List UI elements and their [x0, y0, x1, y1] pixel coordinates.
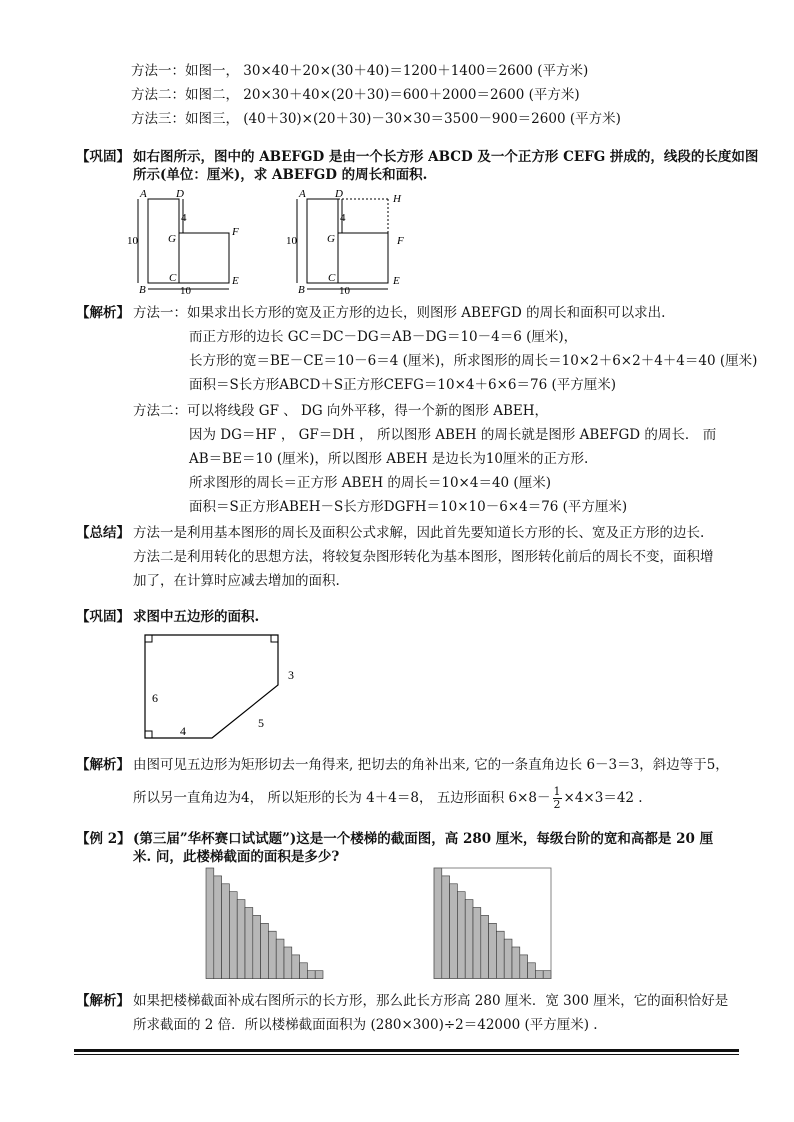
label-C: C	[169, 272, 177, 284]
example-tag-2: 【例 2】	[76, 831, 131, 847]
stair-column	[284, 947, 292, 979]
label-G: G	[168, 233, 176, 245]
consolidate-text-1b: 所示(单位：厘米)，求 ABEFGD 的周长和面积.	[133, 167, 428, 183]
analysis-tag-2: 【解析】	[76, 757, 130, 773]
analysis-tag-1: 【解析】	[76, 305, 130, 321]
stair-column	[315, 971, 323, 979]
figure-rectangle-square	[125, 185, 265, 295]
stair-column	[276, 939, 284, 979]
analysis-1-line-9: 面积＝S正方形ABEH－S长方形DGFH＝10×10－6×4＝76 (平方厘米)	[189, 499, 628, 515]
stair-column	[214, 876, 222, 979]
analysis-3-line-1: 如果把楼梯截面补成右图所示的长方形，那么此长方形高 280 厘米．宽 300 厘米，它的面积恰好是	[133, 993, 729, 1009]
stair-column	[535, 971, 543, 979]
stair-column	[489, 923, 497, 978]
stair-column	[222, 884, 230, 979]
square-CEFG	[338, 233, 388, 283]
label-6: 6	[152, 691, 158, 705]
label-5: 5	[258, 716, 264, 730]
label-F: F	[232, 226, 239, 238]
right-angle-mark	[145, 731, 152, 738]
label-H: H	[393, 193, 401, 205]
stair-column	[292, 955, 300, 979]
figure-staircase	[202, 866, 326, 984]
stair-column	[520, 955, 528, 979]
summary-line-2: 方法二是利用转化的思想方法，将较复杂图形转化为基本图形，图形转化前后的周长不变，面积增	[133, 549, 714, 565]
stair-column	[245, 908, 253, 979]
stair-column	[504, 939, 512, 979]
analysis-1-line-2: 而正方形的边长 GC＝DC－DG＝AB－DG＝10－4＝6 (厘米)，	[189, 329, 578, 345]
figure-pentagon	[140, 630, 310, 746]
stair-column	[300, 963, 308, 979]
method-line-3: 方法三：如图三， (40＋30)×(20＋30)－30×30＝3500－900＝2600 (平方米)	[131, 111, 621, 127]
stair-column	[206, 868, 214, 979]
analysis-2-line-2	[133, 786, 643, 811]
fraction-denominator: 2	[553, 798, 561, 811]
stair-column	[268, 931, 276, 978]
summary-line-1: 方法一是利用基本图形的周长及面积公式求解，因此首先要知道长方形的长、宽及正方形的边长.	[133, 525, 705, 541]
label-10-vertical: 10	[127, 235, 138, 247]
right-angle-mark	[271, 635, 278, 642]
label-B: B	[298, 284, 305, 295]
label-F: F	[397, 235, 404, 247]
figure-staircase-rectangle	[430, 866, 558, 984]
stair-column	[237, 900, 245, 979]
analysis-3-line-2: 所求截面的 2 倍．所以楼梯截面面积为 (280×300)÷2＝42000 (平方厘米) .	[133, 1017, 598, 1033]
label-4: 4	[180, 724, 186, 738]
right-angle-mark	[145, 635, 152, 642]
stair-column	[528, 963, 536, 979]
stair-column	[496, 931, 504, 978]
stair-column	[229, 892, 237, 979]
square-CEFG	[179, 233, 229, 283]
analysis-1-line-5: 方法二：可以将线段 GF 、 DG 向外平移，得一个新的图形 ABEH，	[133, 403, 549, 419]
label-B: B	[139, 284, 146, 295]
figure-square-abeh	[284, 185, 424, 295]
consolidate-tag-2: 【巩固】	[76, 609, 130, 625]
example-2-line-2: 米. 问，此楼梯截面的面积是多少?	[133, 849, 340, 865]
label-3: 3	[288, 668, 294, 682]
method-line-1: 方法一：如图一， 30×40＋20×(30＋40)＝1200＋1400＝2600 (平方米)	[131, 63, 589, 79]
fraction-half	[553, 786, 562, 811]
footer-rule-thick	[74, 1049, 739, 1052]
consolidate-text-2: 求图中五边形的面积.	[133, 609, 260, 625]
label-A: A	[299, 188, 306, 200]
analysis-1-line-4: 面积＝S长方形ABCD＋S正方形CEFG＝10×4＋6×6＝76 (平方厘米)	[189, 377, 616, 393]
stair-column	[253, 915, 261, 978]
label-D: D	[335, 188, 343, 200]
stair-column	[434, 868, 442, 979]
stair-column	[512, 947, 520, 979]
stair-column	[543, 971, 551, 979]
footer-rule-thin	[74, 1054, 739, 1055]
analysis-tag-3: 【解析】	[76, 993, 130, 1009]
label-A: A	[140, 188, 147, 200]
analysis-2-line-2a: 所以另一直角边为4， 所以矩形的长为 4＋4＝8， 五边形面积 6×8－	[133, 790, 551, 806]
stair-column	[307, 971, 315, 979]
stair-column	[450, 884, 458, 979]
analysis-1-line-7: AB＝BE＝10 (厘米)，所以图形 ABEH 是边长为10厘米的正方形.	[189, 451, 589, 467]
summary-tag: 【总结】	[76, 525, 130, 541]
analysis-1-line-3: 长方形的宽＝BE－CE＝10－6＝4 (厘米)，所求图形的周长＝10×2＋6×2＋4＋4＝40 (厘米)	[189, 353, 758, 369]
consolidate-text-1a: 如右图所示，图中的 ABEFGD 是由一个长方形 ABCD 及一个正方形 CEFG 拼成的，线段的长度如图	[133, 149, 759, 165]
analysis-1-line-6: 因为 DG＝HF ， GF＝DH ， 所以图形 ABEH 的周长就是图形 ABEFGD 的周长． 而	[189, 427, 717, 443]
consolidate-tag-1: 【巩固】	[76, 149, 130, 165]
label-10-horizontal: 10	[180, 285, 191, 295]
stair-column	[457, 892, 465, 979]
label-E: E	[232, 275, 239, 287]
analysis-2-line-1: 由图可见五边形为矩形切去一角得来, 把切去的角补出来, 它的一条直角边长 6－3＝3，斜边等于5，	[133, 757, 729, 773]
analysis-2-line-2b: ×4×3＝42 .	[563, 790, 643, 806]
fraction-numerator: 1	[553, 785, 561, 798]
label-D: D	[176, 188, 184, 200]
label-10-horizontal: 10	[339, 285, 350, 295]
stair-column	[442, 876, 450, 979]
stair-column	[481, 915, 489, 978]
label-G: G	[327, 233, 335, 245]
label-C: C	[328, 272, 336, 284]
stair-column	[261, 923, 269, 978]
label-10-vertical: 10	[286, 235, 297, 247]
summary-line-3: 加了，在计算时应减去增加的面积.	[133, 573, 340, 589]
stair-column	[473, 908, 481, 979]
example-2-line-1: (第三届”华杯赛口试试题”)这是一个楼梯的截面图，高 280 厘米，每级台阶的宽和高都是 20 厘	[133, 831, 714, 847]
analysis-1-line-1: 方法一：如果求出长方形的宽及正方形的边长，则图形 ABEFGD 的周长和面积可以求出.	[133, 305, 666, 321]
method-line-2: 方法二：如图二， 20×30＋40×(20＋30)＝600＋2000＝2600 (平方米)	[131, 87, 580, 103]
stair-column	[465, 900, 473, 979]
label-E: E	[393, 275, 400, 287]
label-4: 4	[181, 212, 187, 224]
analysis-1-line-8: 所求图形的周长＝正方形 ABEH 的周长＝10×4＝40 (厘米)	[189, 475, 551, 491]
label-4: 4	[340, 212, 346, 224]
